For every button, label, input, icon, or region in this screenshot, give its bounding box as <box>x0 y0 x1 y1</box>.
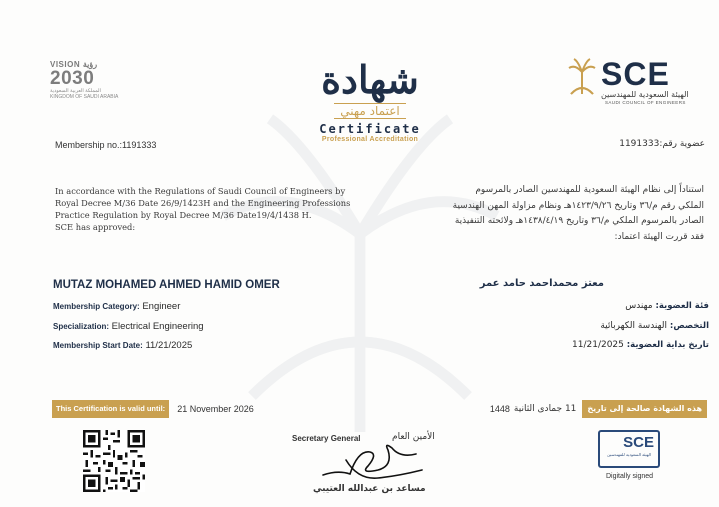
specialization-label-ar: التخصص: <box>669 321 709 331</box>
specialization-value-en: Electrical Engineering <box>111 321 204 332</box>
validity-date-en: 21 November 2026 <box>177 404 254 414</box>
start-date-en: 11/21/2025 <box>145 340 193 351</box>
sce-stamp <box>598 430 660 468</box>
membership-number: 1191333 <box>122 140 157 150</box>
vision-label: VISION رؤية <box>50 60 98 69</box>
membership-number-ar <box>619 139 705 149</box>
sce-wordmark: SCE <box>601 56 670 92</box>
start-date-ar: 11/21/2025 <box>572 340 624 350</box>
intro-line: In accordance with the Regulations of Saudi Council of Engineers by <box>55 186 346 196</box>
vision-2030-logo <box>50 60 130 108</box>
intro-paragraph-en <box>55 185 365 233</box>
title-en: Certificate <box>319 122 421 136</box>
vision-sub-en: KINGDOM OF SAUDI ARABIA <box>50 94 119 100</box>
specialization-field-en <box>53 321 204 332</box>
validity-en <box>52 400 254 418</box>
intro-paragraph-ar <box>374 183 704 245</box>
vision-year: 2030 <box>50 68 95 89</box>
sce-logo <box>567 56 697 112</box>
category-field-ar <box>625 301 709 311</box>
title-ar: شهادة <box>321 57 419 102</box>
category-label-ar: فئة العضوية: <box>655 301 709 311</box>
validity-year-ar: 1448 <box>489 404 510 414</box>
validity-label-ar: هذه الشهادة صالحة إلى تاريخ <box>582 400 707 418</box>
accreditation-en: Professional Accreditation <box>321 136 419 143</box>
intro-line: Royal Decree M/36 Date 26/9/1423H and the Engineering Professions <box>55 198 351 208</box>
validity-ar <box>490 400 707 418</box>
membership-number-en <box>55 140 156 150</box>
specialization-value-ar: الهندسة الكهربائية <box>600 321 668 331</box>
signer-name-ar: مساعد بن عبدالله العتيبي <box>313 484 426 494</box>
validity-label-en: This Certification is valid until: <box>52 400 169 418</box>
intro-line-ar: الملكي رقم م/٣٦ وتاريخ ١٤٢٣/٩/٢٦هـ ونظام مزاولة المهن الهندسية <box>452 200 704 211</box>
start-date-field-en <box>53 340 192 351</box>
certificate-title <box>310 57 430 143</box>
palm-swords-icon <box>567 58 597 98</box>
category-field-en <box>53 301 180 312</box>
stamp-org-ar: الهيئة السعودية للمهندسين <box>607 452 651 457</box>
specialization-field-ar <box>600 321 709 331</box>
vision-sub-ar: المملكة العربية السعودية <box>50 88 101 94</box>
validity-date-ar: 11 جمادى الثانية <box>513 404 577 414</box>
intro-line-ar: فقد قررت الهيئة اعتماد: <box>614 231 704 242</box>
secretary-general-label-ar: الأمين العام <box>392 432 435 442</box>
category-value-en: Engineer <box>142 301 181 312</box>
category-label-en: Membership Category: <box>53 302 140 311</box>
membership-label-en: Membership no.: <box>55 140 123 150</box>
palm-watermark-icon <box>180 90 540 450</box>
member-name-en: MUTAZ MOHAMED AHMED HAMID OMER <box>53 279 280 291</box>
intro-line-ar: استناداً إلى نظام الهيئة السعودية للمهندسين الصادر بالمرسوم <box>475 185 704 195</box>
start-label-ar: تاريخ بداية العضوية: <box>626 340 709 350</box>
intro-line-ar: الصادر بالمرسوم الملكي م/٣٦ وتاريخ ١٤٣٨/٤/١٩هـ ولائحته التنفيذية <box>454 216 704 226</box>
qr-code[interactable] <box>83 430 145 492</box>
start-label-en: Membership Start Date: <box>53 341 143 350</box>
membership-label-ar: عضوية رقم: <box>659 139 705 149</box>
membership-number-ar-value: 1191333 <box>619 139 660 149</box>
member-name-ar: معتز محمداحمد حامد عمر <box>479 278 604 289</box>
intro-line: SCE has approved: <box>55 222 136 232</box>
category-value-ar: مهندس <box>625 301 653 311</box>
org-name-ar: الهيئة السعودية للمهندسين <box>601 90 689 99</box>
stamp-sce: SCE <box>623 434 654 451</box>
start-date-field-ar <box>572 340 709 350</box>
digitally-signed-label: Digitally signed <box>606 473 654 480</box>
handwritten-signature <box>318 440 428 485</box>
org-name-en: SAUDI COUNCIL OF ENGINEERS <box>605 100 686 105</box>
specialization-label-en: Specialization: <box>53 322 110 331</box>
secretary-general-label: Secretary General <box>292 434 361 443</box>
accreditation-ar: اعتماد مهني <box>334 103 405 119</box>
intro-line: Practice Regulation by Royal Decree M/36 Date19/4/1438 H. <box>55 210 312 220</box>
